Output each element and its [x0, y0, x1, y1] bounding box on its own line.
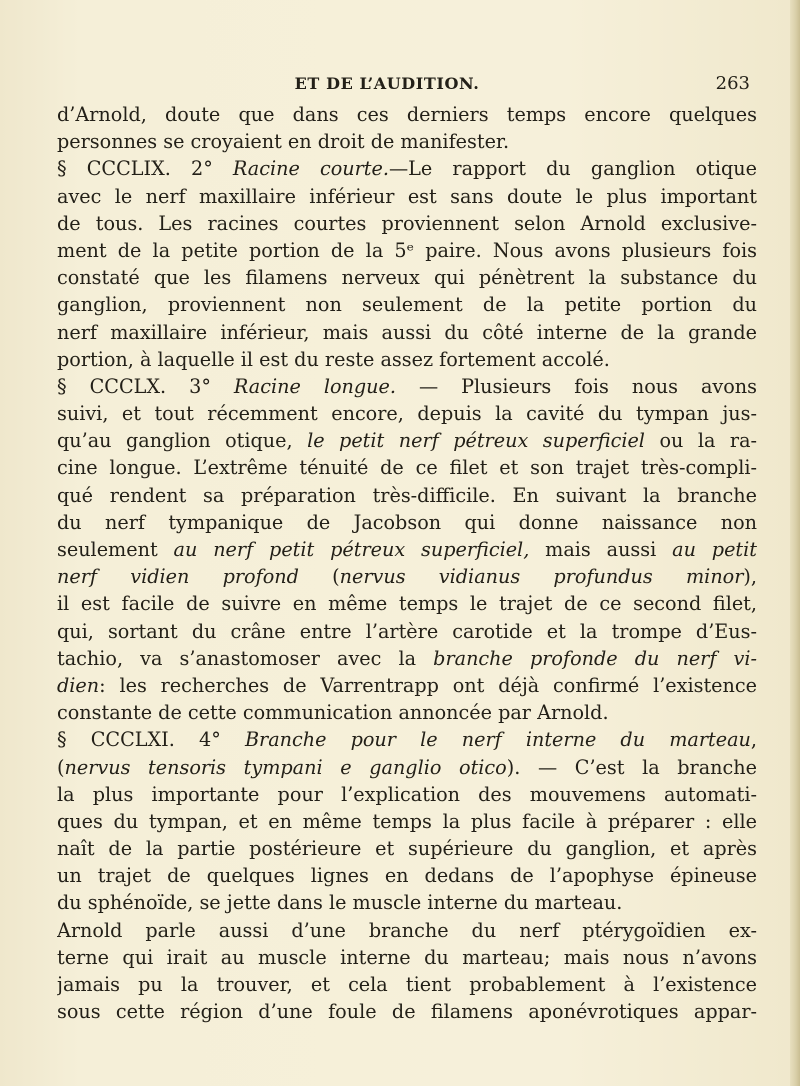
text-run: mais aussi [529, 538, 673, 561]
text-run: la plus importante pour l’explication des mouvemens automati- [57, 782, 757, 806]
italic-run: au nerf petit pétreux superficiel, [173, 538, 530, 561]
text-line [57, 128, 757, 155]
text-run: un trajet de quelques lignes en dedans de l’apophyse épineuse [57, 864, 757, 888]
running-head-suffix: AUDITION. [373, 74, 480, 93]
italic-run: nerf vidien profond [57, 565, 299, 589]
text-run: sous cette région d’une foule de filamens aponévrotiques appar- [57, 1000, 757, 1024]
text-line [57, 536, 757, 563]
text-line [57, 889, 757, 916]
text-run: ). — C’est la branche [506, 755, 757, 779]
text-run: § CCCLIX. 2° [57, 157, 233, 181]
text-run: ment de la petite portion de la 5ᵉ paire. Nous avons plusieurs fois [57, 238, 757, 262]
page-edge [790, 0, 800, 1086]
text-run: ganglion, proviennent non seulement de la petite portion du [57, 293, 757, 317]
text-line [57, 699, 757, 726]
italic-run: dien [57, 673, 100, 697]
text-line [57, 971, 757, 998]
text-line [57, 183, 757, 210]
italic-run: Branche pour le nerf interne du marteau [244, 728, 751, 752]
text-run: seulement [57, 538, 174, 561]
text-run: qu’au ganglion otique, [57, 429, 308, 453]
text-run: —Le rapport du ganglion otique [388, 157, 757, 181]
italic-run: nervus vidianus profundus minor [339, 565, 744, 589]
text-run: ), [743, 565, 757, 589]
text-run: constante de cette communication annoncée par Arnold. [57, 701, 609, 725]
text-run: ques du tympan, et en même temps la plus facile à préparer : elle [57, 809, 757, 833]
text-line [57, 590, 757, 617]
text-line [57, 210, 757, 237]
italic-run: au petit [672, 538, 757, 561]
text-run: ( [298, 565, 340, 589]
text-line [57, 862, 757, 889]
text-line [57, 917, 757, 944]
text-line [57, 672, 757, 699]
text-line [57, 482, 757, 509]
text-run: naît de la partie postérieure et supérieure du ganglion, et après [57, 837, 757, 861]
text-line [57, 264, 757, 291]
text-line [57, 835, 757, 862]
text-run: — Plusieurs fois nous avons [395, 374, 757, 398]
text-line [57, 754, 757, 781]
text-line [57, 291, 757, 318]
text-run: ou la ra- [644, 429, 757, 453]
text-run: il est facile de suivre en même temps le trajet de ce second filet, [57, 592, 757, 616]
text-run: jamais pu la trouver, et cela tient probablement à l’existence [57, 973, 757, 996]
text-run: : les recherches de Varrentrapp ont déjà confirmé l’existence [99, 673, 757, 697]
text-line [57, 618, 757, 645]
running-head [252, 70, 522, 98]
text-line [57, 808, 757, 835]
text-run: § CCCLX. 3° [57, 374, 234, 398]
running-head-prefix: ET DE L [294, 74, 368, 93]
text-line [57, 998, 757, 1025]
text-run: du sphénoïde, se jette dans le muscle interne du marteau. [57, 891, 623, 915]
text-line [57, 101, 757, 128]
text-line [57, 237, 757, 264]
text-run: constaté que les filamens nerveux qui pénètrent la substance du [57, 266, 757, 290]
page-number: 263 [715, 73, 750, 94]
text-run: tachio, va s’anastomoser avec la [57, 646, 434, 670]
running-head-apostrophe: ’ [367, 74, 374, 93]
italic-run: Racine longue. [233, 374, 396, 398]
text-run: cine longue. L’extrême ténuité de ce filet et son trajet très-compli- [57, 456, 757, 480]
text-run: nerf maxillaire inférieur, mais aussi du côté interne de la grande [57, 320, 757, 344]
text-line [57, 373, 757, 400]
text-line [57, 454, 757, 481]
text-line [57, 155, 757, 182]
text-run: avec le nerf maxillaire inférieur est sans doute le plus important [57, 184, 757, 208]
text-line [57, 726, 757, 753]
text-run: du nerf tympanique de Jacobson qui donne naissance non [57, 510, 757, 534]
text-line [57, 400, 757, 427]
text-run: d’Arnold, doute que dans ces derniers temps encore quelques [57, 103, 757, 126]
text-line [57, 319, 757, 346]
text-line [57, 645, 757, 672]
italic-run: branche profonde du nerf vi- [433, 646, 757, 670]
italic-run: le petit nerf pétreux superficiel [307, 429, 645, 453]
text-run: portion, à laquelle il est du reste assez fortement accolé. [57, 347, 610, 371]
text-run: qué rendent sa préparation très-difficile. En suivant la branche [57, 483, 757, 507]
text-run: personnes se croyaient en droit de manifester. [57, 130, 510, 154]
text-run: terne qui irait au muscle interne du marteau; mais nous n’avons [57, 945, 757, 969]
text-run: , [750, 728, 757, 752]
text-line [57, 944, 757, 971]
text-run: de tous. Les racines courtes proviennent selon Arnold exclusive- [57, 211, 757, 235]
text-line [57, 509, 757, 536]
text-run: suivi, et tout récemment encore, depuis la cavité du tympan jus- [57, 402, 757, 426]
text-line [57, 781, 757, 808]
text-run: ( [57, 755, 65, 779]
text-run: § CCCLXI. 4° [57, 728, 245, 752]
body-text [57, 101, 757, 1025]
italic-run: Racine courte. [232, 157, 389, 181]
text-run: Arnold parle aussi d’une branche du nerf ptérygoïdien ex- [57, 918, 757, 942]
text-line [57, 346, 757, 373]
text-line [57, 427, 757, 454]
text-line [57, 563, 757, 590]
italic-run: nervus tensoris tympani e ganglio otico [64, 755, 507, 779]
text-run: qui, sortant du crâne entre l’artère carotide et la trompe d’Eus- [57, 619, 757, 643]
page-header [0, 70, 800, 100]
